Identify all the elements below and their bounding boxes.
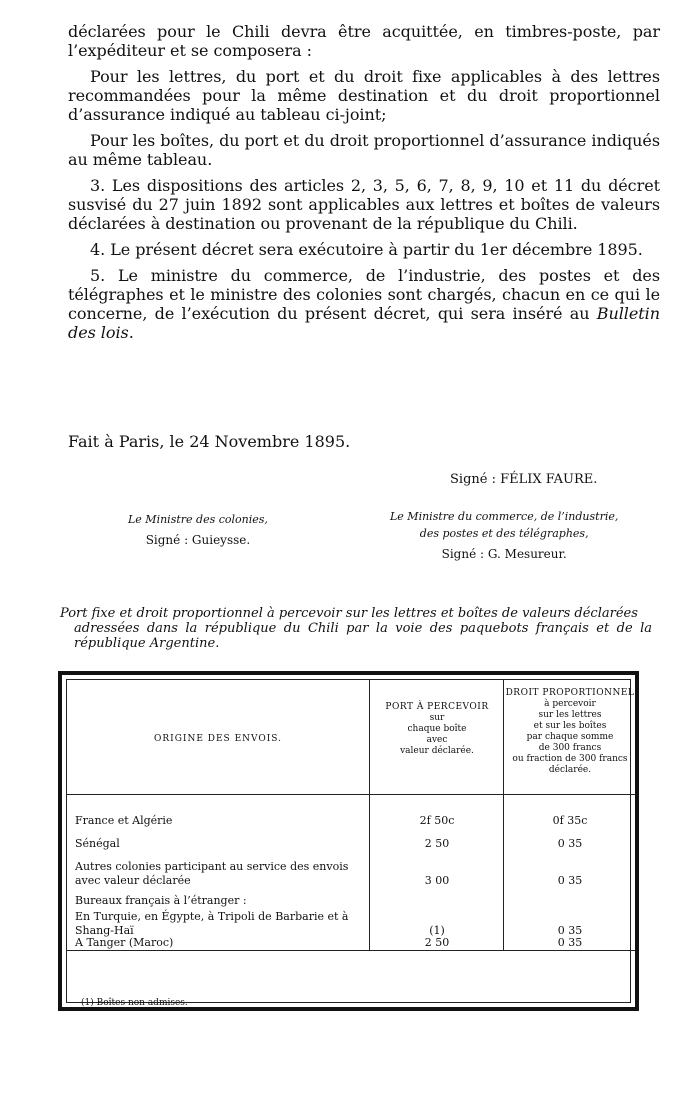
header-droit-line: déclarée. bbox=[548, 765, 592, 775]
minister-commerce-signature: Signé : G. Mesureur. bbox=[441, 547, 567, 561]
minister-commerce-block bbox=[390, 508, 618, 563]
row-droit: 0 35 bbox=[557, 837, 583, 850]
row-origin: Bureaux français à l’étranger : bbox=[75, 894, 247, 907]
fait-a-paris: Fait à Paris, le 24 Novembre 1895. bbox=[68, 432, 351, 451]
minister-colonies-title: Le Ministre des colonies, bbox=[128, 513, 268, 526]
header-port-line: sur bbox=[429, 713, 445, 723]
minister-commerce-title-2: des postes et des télégraphes, bbox=[419, 527, 589, 540]
caption-line-1: Port fixe et droit proportionnel à percevoir sur les lettres et boîtes de valeurs déclarées bbox=[60, 606, 638, 621]
row-port: 2f 50c bbox=[419, 814, 455, 827]
row-origin: A Tanger (Maroc) bbox=[75, 936, 174, 949]
header-droit-line: ou fraction de 300 francs bbox=[512, 754, 628, 764]
header-droit-line: sur les lettres bbox=[538, 710, 602, 720]
minister-commerce-title-1: Le Ministre du commerce, de l’industrie, bbox=[390, 510, 619, 523]
paragraph-boxes: Pour les boîtes, du port et du droit proportionnel d’assurance indiqués au même tableau. bbox=[68, 131, 660, 169]
header-droit-line: de 300 francs bbox=[538, 743, 602, 753]
header-port-line: chaque boîte bbox=[407, 724, 467, 734]
row-droit: 0 35 bbox=[557, 874, 583, 887]
minister-colonies-signature: Signé : Guieysse. bbox=[145, 533, 251, 547]
column-divider-2 bbox=[503, 680, 504, 950]
table-caption bbox=[60, 606, 652, 651]
header-droit-line: et sur les boîtes bbox=[533, 721, 607, 731]
decree-text bbox=[68, 22, 660, 342]
row-port: (1) bbox=[429, 924, 445, 937]
row-origin: En Turquie, en Égypte, à Tripoli de Barbarie et à Shang-Haï bbox=[75, 910, 349, 937]
header-origin: ORIGINE DES ENVOIS. bbox=[154, 734, 282, 744]
row-port: 2 50 bbox=[424, 837, 450, 850]
row-droit: 0f 35c bbox=[552, 814, 588, 827]
header-port-line: PORT À PERCEVOIR bbox=[385, 702, 489, 712]
table-footnote: (1) Boîtes non admises. bbox=[81, 998, 188, 1008]
row-droit: 0 35 bbox=[557, 936, 583, 949]
bottom-rule bbox=[67, 950, 635, 951]
header-port-line: avec bbox=[426, 735, 448, 745]
row-origin: France et Algérie bbox=[75, 814, 173, 827]
header-droit-line: par chaque somme bbox=[526, 732, 614, 742]
row-origin: Sénégal bbox=[75, 837, 120, 850]
article-4: 4. Le présent décret sera exécutoire à partir du 1er décembre 1895. bbox=[90, 240, 643, 259]
bulletin-title: Bulletin des lois bbox=[68, 304, 660, 342]
article-5-end: . bbox=[128, 323, 134, 342]
row-port: 3 00 bbox=[424, 874, 450, 887]
row-origin: Autres colonies participant au service des envois avec valeur déclarée bbox=[75, 860, 349, 887]
minister-colonies-block bbox=[128, 510, 268, 550]
header-droit-line: DROIT PROPORTIONNEL bbox=[505, 688, 635, 698]
paragraph-continuation: déclarées pour le Chili devra être acquittée, en timbres-poste, par l’expéditeur et se composera : bbox=[68, 22, 660, 60]
paragraph-letters: Pour les lettres, du port et du droit fixe applicables à des lettres recommandées pour la même destination et du droit proportionnel d’assurance indiqué au tableau ci-joint; bbox=[68, 67, 660, 124]
header-droit bbox=[505, 688, 635, 776]
header-port bbox=[371, 702, 503, 757]
article-3: 3. Les dispositions des articles 2, 3, 5, 6, 7, 8, 9, 10 et 11 du décret susvisé du 27 juin 1892 sont applicables aux lettres et boîtes de valeurs déclarées à destination ou provenant de la république du Chili. bbox=[68, 176, 660, 233]
header-droit-line: à percevoir bbox=[544, 699, 596, 709]
signature-faure: Signé : FÉLIX FAURE. bbox=[450, 472, 598, 487]
rates-table bbox=[58, 671, 639, 1011]
article-5 bbox=[68, 266, 660, 342]
row-droit: 0 35 bbox=[557, 924, 583, 937]
header-rule bbox=[67, 794, 635, 795]
rates-table-inner bbox=[66, 679, 635, 1008]
column-divider-1 bbox=[369, 680, 370, 950]
header-port-line: valeur déclarée. bbox=[400, 746, 474, 756]
row-port: 2 50 bbox=[424, 936, 450, 949]
article-5-text: 5. Le ministre du commerce, de l’industrie, des postes et des télégraphes et le ministre des colonies sont chargés, chacun en ce qui le concerne, de l’exécution du présent décret, qui sera inséré au bbox=[68, 266, 660, 323]
caption-rest: adressées dans la république du Chili par la voie des paquebots français et de la république Argentine. bbox=[74, 621, 652, 651]
